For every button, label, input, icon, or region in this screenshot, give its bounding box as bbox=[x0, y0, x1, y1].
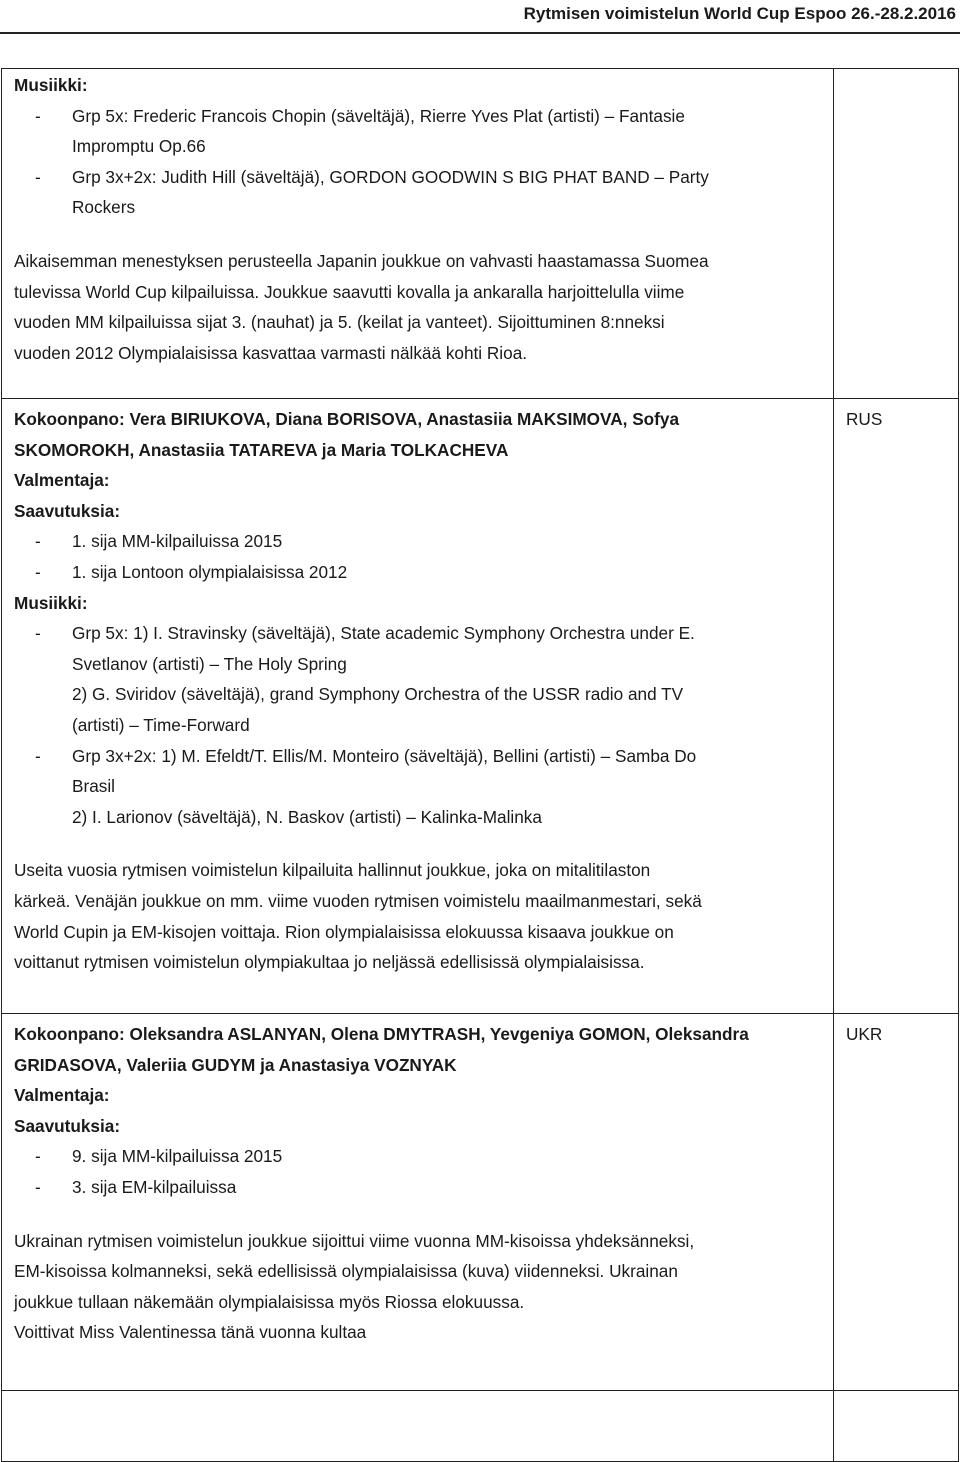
achievements-label: Saavutuksia: bbox=[14, 1115, 121, 1136]
description-paragraph: Ukrainan rytmisen voimistelun joukkue sijoittui viime vuonna MM-kisoissa yhdeksänneksi, EM-kisoissa kolmanneksi, sekä edellisissä olympialaisissa (kuva) viidenneksi. Ukrainan joukkue tullaan näkemään olympialaisissa myös Riossa elokuussa. Voittivat Miss Valentinessa tänä vuonna kultaa bbox=[14, 1230, 695, 1343]
team-row-empty bbox=[2, 1391, 959, 1462]
description-paragraph: Useita vuosia rytmisen voimistelun kilpailuita hallinnut joukkue, joka on mitalitilaston kärkeä. Venäjän joukkue on mm. viime vuoden rytmisen voimistelu maailmanmestari, sekä World Cupin ja EM-kisojen voittaja. Rion olympialaisissa elokuussa kisaava joukkue on voittanut rytmisen voimistelun olympiakultaa jo neljässä edellisissä olympialaisissa. bbox=[14, 860, 702, 973]
achievements-label: Saavutuksia: bbox=[14, 500, 121, 521]
music-label: Musiikki: bbox=[14, 592, 88, 613]
country-cell bbox=[834, 1014, 959, 1391]
team-lineup-cont: GRIDASOVA, Valeriia GUDYM ja Anastasiya VOZNYAK bbox=[14, 1054, 457, 1075]
team-info-cell bbox=[2, 1014, 834, 1391]
header-divider bbox=[0, 32, 960, 34]
music-item-cont: 2) G. Sviridov (säveltäjä), grand Symphony Orchestra of the USSR radio and TV bbox=[72, 684, 684, 705]
music-item: - Grp 5x: 1) I. Stravinsky (säveltäjä), State academic Symphony Orchestra under E. bbox=[35, 623, 695, 644]
spacer bbox=[14, 832, 825, 855]
music-item-cont: Svetlanov (artisti) – The Holy Spring bbox=[72, 653, 347, 674]
team-info-cell bbox=[2, 399, 834, 1014]
team-lineup: Kokoonpano: Vera BIRIUKOVA, Diana BORISOVA, Anastasiia MAKSIMOVA, Sofya bbox=[14, 409, 680, 429]
team-table bbox=[1, 68, 959, 1462]
music-item: - Grp 5x: Frederic Francois Chopin (säveltäjä), Rierre Yves Plat (artisti) – Fantasie bbox=[35, 105, 685, 126]
achievement-item: - 1. sija Lontoon olympialaisissa 2012 bbox=[35, 561, 348, 582]
team-row-rus bbox=[2, 399, 959, 1014]
coach-label: Valmentaja: bbox=[14, 470, 110, 491]
coach-label: Valmentaja: bbox=[14, 1085, 110, 1106]
music-item-cont: Rockers bbox=[72, 197, 136, 218]
team-info-cell bbox=[2, 69, 834, 399]
achievement-item: - 9. sija MM-kilpailuissa 2015 bbox=[35, 1146, 283, 1167]
team-lineup-cont: SKOMOROKH, Anastasiia TATAREVA ja Maria TOLKACHEVA bbox=[14, 439, 509, 460]
achievement-item: - 3. sija EM-kilpailuissa bbox=[35, 1176, 237, 1197]
achievement-item: - 1. sija MM-kilpailuissa 2015 bbox=[35, 531, 283, 552]
music-item: - Grp 3x+2x: 1) M. Efeldt/T. Ellis/M. Monteiro (säveltäjä), Bellini (artisti) – Samba Do bbox=[35, 745, 697, 766]
music-item: - Grp 3x+2x: Judith Hill (säveltäjä), GORDON GOODWIN S BIG PHAT BAND – Party bbox=[35, 166, 709, 187]
country-cell bbox=[834, 399, 959, 1014]
description-paragraph: Aikaisemman menestyksen perusteella Japanin joukkue on vahvasti haastamassa Suomea tulevissa World Cup kilpailuissa. Joukkue saavutti kovalla ja ankaralla harjoittelulla viime vuoden MM kilpailuissa sijat 3. (nauhat) ja 5. (keilat ja vanteet). Sijoittuminen 8:nneksi vuoden 2012 Olympialaisissa kasvattaa varmasti nälkää kohti Rioa. bbox=[14, 250, 709, 363]
spacer bbox=[14, 223, 825, 246]
music-item-cont: Impromptu Op.66 bbox=[72, 136, 206, 157]
country-code: UKR bbox=[846, 1024, 883, 1044]
music-item-cont: Brasil bbox=[72, 776, 115, 797]
team-lineup: Kokoonpano: Oleksandra ASLANYAN, Olena DMYTRASH, Yevgeniya GOMON, Oleksandra bbox=[14, 1024, 749, 1044]
document-header: Rytmisen voimistelun World Cup Espoo 26.-28.2.2016 bbox=[523, 4, 956, 23]
country-code: RUS bbox=[846, 409, 883, 429]
spacer bbox=[14, 1203, 825, 1226]
music-item-cont: (artisti) – Time-Forward bbox=[72, 714, 250, 735]
country-cell bbox=[834, 1391, 959, 1462]
music-label: Musiikki: bbox=[14, 75, 88, 95]
team-row-ukr bbox=[2, 1014, 959, 1391]
team-info-cell bbox=[2, 1391, 834, 1462]
team-row-jpn bbox=[2, 69, 959, 399]
country-cell bbox=[834, 69, 959, 399]
music-item-cont: 2) I. Larionov (säveltäjä), N. Baskov (artisti) – Kalinka-Malinka bbox=[72, 806, 542, 827]
